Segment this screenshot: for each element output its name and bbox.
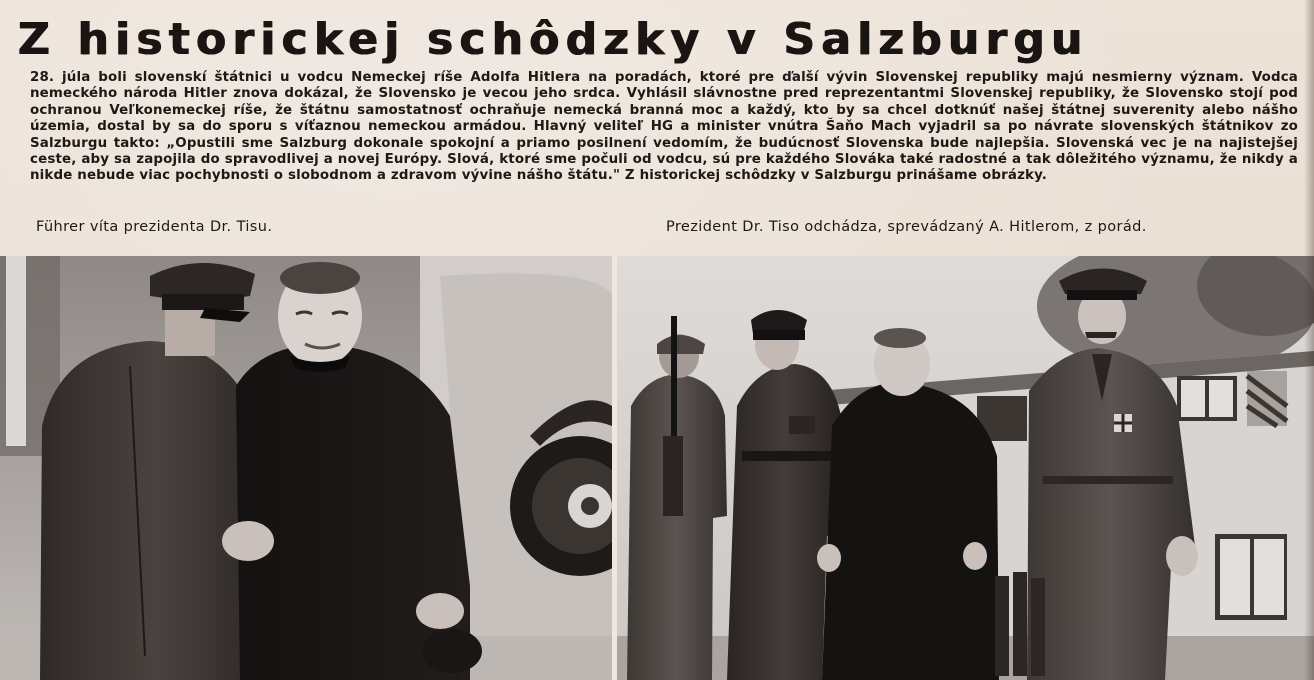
page-edge-shadow: [1304, 0, 1314, 680]
photo-departure: [617, 256, 1314, 680]
photo-caption-left: Führer víta prezidenta Dr. Tisu.: [36, 219, 273, 235]
article-headline: Z historickej schôdzky v Salzburgu: [18, 14, 1089, 65]
photo-caption-right: Prezident Dr. Tiso odchádza, sprevádzaný A. Hitlerom, z porád.: [666, 219, 1147, 235]
article-body: 28. júla boli slovenskí štátnici u vodcu Nemeckej ríše Adolfa Hitlera na poradách, ktoré pre ďalší vývin Slovenskej republiky majú nesmierny význam. Vodca nemeckého národa Hitler znova dokázal, že Slovensko je vecou jeho srdca. Vyhlásil slávnostne pred reprezentantmi Slovenskej republiky, že Slovensko stojí pod ochranou Veľkonemeckej ríše, že štátnu samostatnosť ochraňuje nemecká branná moc a každý, kto by sa chcel dotknúť našej štátnej suverenity alebo nášho územia, dostal by sa do sporu s víťaznou nemeckou armádou. Hlavný veliteľ HG a minister vnútra Šaňo Mach vyjadril sa po návrate slovenských štátnikov zo Salzburgu takto: „Opustili sme Salzburg dokonale spokojní a priamo posilnení vedomím, že budúcnosť Slovenska bude najlepšia. Slovenská vec je na najistejšej ceste, aby sa zapojila do spravodlivej a novej Európy. Slová, ktoré sme počuli od vodcu, sú pre každého Slováka také radostné a tak dôležitého významu, že nikdy a nikde nebude viac pochybnosti o slobodnom a zdravom vývine nášho štátu." Z historickej schôdzky v Salzburgu prinášame obrázky.: [30, 70, 1298, 184]
photo-greeting: [0, 256, 612, 680]
